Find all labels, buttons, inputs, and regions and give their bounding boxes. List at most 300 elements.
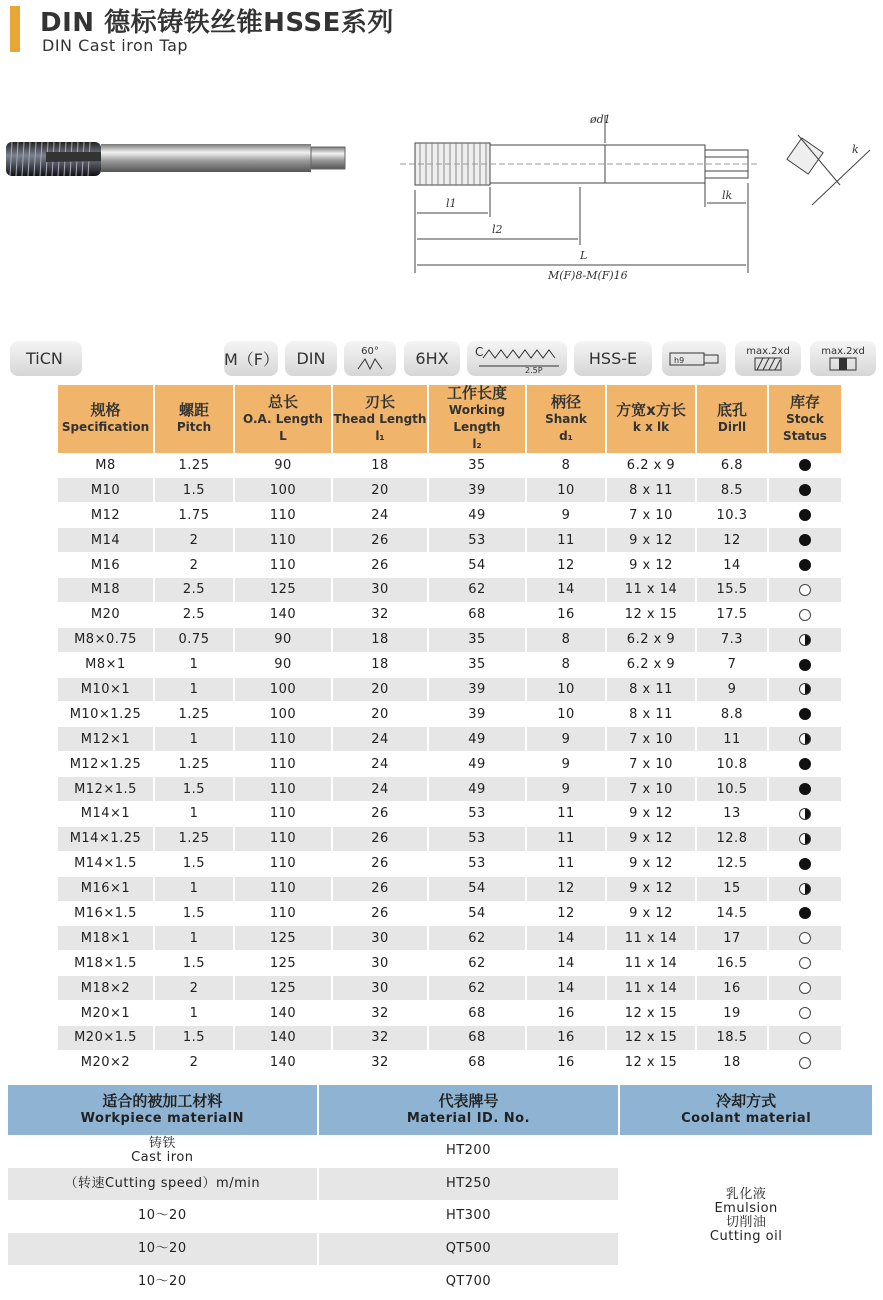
cell-d1: 9 <box>526 503 606 528</box>
cell-d1: 12 <box>526 553 606 578</box>
cell-drill: 10.5 <box>696 777 768 802</box>
cell-l2: 49 <box>428 752 526 777</box>
cell-l1: 18 <box>332 627 428 652</box>
cell-l2: 49 <box>428 727 526 752</box>
table-row <box>58 627 842 652</box>
cell-spec: M20×1 <box>58 1001 154 1026</box>
cell-stock <box>768 553 842 578</box>
cell-stock <box>768 453 842 478</box>
cell-stock <box>768 851 842 876</box>
label-l2: l2 <box>492 223 503 236</box>
cell-d1: 16 <box>526 602 606 627</box>
cell-klk: 8 x 11 <box>606 702 696 727</box>
cell-workpiece: 10～20 <box>8 1265 318 1298</box>
cell-l2: 68 <box>428 602 526 627</box>
cell-spec: M14×1.25 <box>58 826 154 851</box>
cell-drill: 13 <box>696 801 768 826</box>
stock-empty-icon <box>799 1007 811 1019</box>
cell-spec: M20×1.5 <box>58 1025 154 1050</box>
spec-header-5: 柄径 Shank d₁ <box>526 385 606 453</box>
page-subtitle: DIN Cast iron Tap <box>42 36 189 55</box>
cell-l2: 49 <box>428 777 526 802</box>
cell-l2: 68 <box>428 1050 526 1075</box>
cell-L: 100 <box>234 677 332 702</box>
page-title: DIN 德标铸铁丝锥HSSE系列 <box>40 8 394 38</box>
mat-header-id: 代表牌号 Material ID. No. <box>318 1085 620 1135</box>
cell-spec: M10 <box>58 478 154 503</box>
cell-L: 90 <box>234 453 332 478</box>
cell-stock <box>768 801 842 826</box>
thread-profile-icon <box>356 357 384 371</box>
stock-full-icon <box>799 534 811 546</box>
table-row <box>58 553 842 578</box>
table-row <box>58 702 842 727</box>
table-row <box>58 826 842 851</box>
badge-standard: DIN <box>285 341 337 376</box>
cell-drill: 11 <box>696 727 768 752</box>
cell-stock <box>768 503 842 528</box>
table-row <box>58 577 842 602</box>
table-row <box>58 453 842 478</box>
cell-stock <box>768 976 842 1001</box>
cell-l1: 24 <box>332 727 428 752</box>
table-row <box>58 1001 842 1026</box>
cell-L: 110 <box>234 851 332 876</box>
cell-pitch: 2 <box>154 976 234 1001</box>
cell-drill: 16 <box>696 976 768 1001</box>
cell-d1: 14 <box>526 577 606 602</box>
cell-stock <box>768 528 842 553</box>
stock-empty-icon <box>799 957 811 969</box>
spec-header-6: 方宽x方长 k x lk <box>606 385 696 453</box>
cell-klk: 6.2 x 9 <box>606 453 696 478</box>
cell-klk: 9 x 12 <box>606 801 696 826</box>
badge-depth-2 <box>810 341 876 376</box>
cell-d1: 11 <box>526 851 606 876</box>
badge-depth-1 <box>735 341 801 376</box>
cell-l2: 39 <box>428 677 526 702</box>
chamfer-icon <box>469 344 565 374</box>
table-row <box>58 752 842 777</box>
cell-drill: 8.8 <box>696 702 768 727</box>
spec-header-2: 总长 O.A. Length L <box>234 385 332 453</box>
cell-drill: 9 <box>696 677 768 702</box>
cell-stock <box>768 652 842 677</box>
cell-pitch: 1.5 <box>154 1025 234 1050</box>
cell-stock <box>768 752 842 777</box>
cell-l2: 35 <box>428 652 526 677</box>
table-row <box>58 1050 842 1075</box>
badge-tolerance: 6HX <box>404 341 460 376</box>
cell-pitch: 1 <box>154 926 234 951</box>
badge-coating: TiCN <box>10 341 82 376</box>
cell-stock <box>768 1001 842 1026</box>
cell-spec: M20×2 <box>58 1050 154 1075</box>
cell-L: 90 <box>234 627 332 652</box>
cell-spec: M20 <box>58 602 154 627</box>
cell-l2: 39 <box>428 702 526 727</box>
cell-drill: 18 <box>696 1050 768 1075</box>
cell-material-id: HT200 <box>318 1135 620 1168</box>
cell-klk: 8 x 11 <box>606 478 696 503</box>
cell-L: 125 <box>234 926 332 951</box>
cell-d1: 16 <box>526 1025 606 1050</box>
cell-pitch: 1.5 <box>154 951 234 976</box>
cell-L: 125 <box>234 577 332 602</box>
cell-pitch: 1 <box>154 801 234 826</box>
cell-pitch: 2 <box>154 528 234 553</box>
cell-material-id: HT250 <box>318 1168 620 1201</box>
cell-drill: 15 <box>696 876 768 901</box>
cell-l2: 62 <box>428 951 526 976</box>
cell-pitch: 1 <box>154 1001 234 1026</box>
cell-drill: 15.5 <box>696 577 768 602</box>
cell-l1: 26 <box>332 876 428 901</box>
cell-spec: M8×0.75 <box>58 627 154 652</box>
label-d1: ød1 <box>590 113 611 126</box>
cell-klk: 8 x 11 <box>606 677 696 702</box>
cell-spec: M16×1.5 <box>58 901 154 926</box>
cell-drill: 12.8 <box>696 826 768 851</box>
cell-d1: 14 <box>526 926 606 951</box>
cell-d1: 12 <box>526 901 606 926</box>
cell-klk: 12 x 15 <box>606 602 696 627</box>
cell-L: 125 <box>234 976 332 1001</box>
cell-l2: 68 <box>428 1001 526 1026</box>
cell-l1: 18 <box>332 652 428 677</box>
tap-tool-image <box>6 130 346 186</box>
cell-d1: 10 <box>526 702 606 727</box>
cell-l2: 49 <box>428 503 526 528</box>
cell-l1: 32 <box>332 1050 428 1075</box>
spec-table <box>58 385 843 1076</box>
cell-drill: 14.5 <box>696 901 768 926</box>
cell-L: 140 <box>234 1001 332 1026</box>
cell-drill: 12.5 <box>696 851 768 876</box>
cell-klk: 11 x 14 <box>606 951 696 976</box>
stock-empty-icon <box>799 1032 811 1044</box>
cell-pitch: 1.75 <box>154 503 234 528</box>
cell-klk: 7 x 10 <box>606 752 696 777</box>
cell-klk: 9 x 12 <box>606 901 696 926</box>
mat-header-workpiece: 适合的被加工材料 Workpiece materialN <box>8 1085 318 1135</box>
cell-stock <box>768 577 842 602</box>
table-row <box>58 677 842 702</box>
stock-full-icon <box>799 708 811 720</box>
cell-stock <box>768 1050 842 1075</box>
stock-full-icon <box>799 659 811 671</box>
cell-l1: 24 <box>332 752 428 777</box>
cell-drill: 10.8 <box>696 752 768 777</box>
stock-empty-icon <box>799 584 811 596</box>
cell-stock <box>768 727 842 752</box>
cell-d1: 16 <box>526 1050 606 1075</box>
cell-stock <box>768 627 842 652</box>
cell-drill: 17 <box>696 926 768 951</box>
cell-l1: 24 <box>332 777 428 802</box>
cell-l2: 39 <box>428 478 526 503</box>
cell-stock <box>768 951 842 976</box>
cell-d1: 8 <box>526 652 606 677</box>
cell-L: 140 <box>234 1050 332 1075</box>
cell-workpiece: 铸铁 Cast iron <box>8 1135 318 1168</box>
cell-L: 110 <box>234 826 332 851</box>
cell-L: 125 <box>234 951 332 976</box>
cell-spec: M12×1.5 <box>58 777 154 802</box>
spec-header-7: 底孔 Dirll <box>696 385 768 453</box>
chamfer-c-label: C <box>475 344 484 359</box>
label-lk: lk <box>722 189 733 202</box>
cell-l2: 35 <box>428 453 526 478</box>
cell-L: 100 <box>234 702 332 727</box>
table-row <box>58 727 842 752</box>
cell-pitch: 1.5 <box>154 777 234 802</box>
cell-pitch: 2.5 <box>154 577 234 602</box>
blind-hole-icon <box>753 357 783 371</box>
cell-pitch: 1 <box>154 876 234 901</box>
cell-stock <box>768 478 842 503</box>
cell-stock <box>768 901 842 926</box>
stock-empty-icon <box>799 609 811 621</box>
cell-pitch: 1 <box>154 652 234 677</box>
cell-klk: 9 x 12 <box>606 553 696 578</box>
stock-empty-icon <box>799 982 811 994</box>
cell-l2: 68 <box>428 1025 526 1050</box>
cell-klk: 7 x 10 <box>606 727 696 752</box>
table-row <box>58 951 842 976</box>
title-accent-bar <box>10 6 20 52</box>
cell-pitch: 2 <box>154 553 234 578</box>
cell-pitch: 1 <box>154 727 234 752</box>
cell-L: 110 <box>234 777 332 802</box>
stock-empty-icon <box>799 932 811 944</box>
stock-full-icon <box>799 509 811 521</box>
cell-L: 110 <box>234 901 332 926</box>
cell-d1: 9 <box>526 752 606 777</box>
cell-workpiece: 10～20 <box>8 1200 318 1233</box>
cell-drill: 16.5 <box>696 951 768 976</box>
cell-klk: 7 x 10 <box>606 777 696 802</box>
drawing-range: M(F)8-M(F)16 <box>548 269 628 282</box>
cell-drill: 17.5 <box>696 602 768 627</box>
table-row <box>58 478 842 503</box>
angle-label: 60° <box>361 346 379 357</box>
cell-stock <box>768 777 842 802</box>
spec-header-4: 工作长度 Working Length l₂ <box>428 385 526 453</box>
cell-d1: 14 <box>526 951 606 976</box>
cell-drill: 18.5 <box>696 1025 768 1050</box>
cell-material-id: HT300 <box>318 1200 620 1233</box>
cell-d1: 8 <box>526 627 606 652</box>
table-row <box>58 602 842 627</box>
cell-klk: 11 x 14 <box>606 577 696 602</box>
cell-pitch: 1.25 <box>154 702 234 727</box>
badge-pitch <box>467 341 567 376</box>
badge-thread: M（F） <box>224 341 278 376</box>
cell-d1: 10 <box>526 677 606 702</box>
cell-spec: M14×1 <box>58 801 154 826</box>
cell-pitch: 0.75 <box>154 627 234 652</box>
badge-material: HSS-E <box>574 341 652 376</box>
stock-half-icon <box>799 883 811 895</box>
cell-l2: 35 <box>428 627 526 652</box>
cell-L: 100 <box>234 478 332 503</box>
cell-klk: 9 x 12 <box>606 826 696 851</box>
cell-l1: 20 <box>332 478 428 503</box>
cell-l1: 30 <box>332 951 428 976</box>
cell-pitch: 1.25 <box>154 752 234 777</box>
cell-L: 110 <box>234 528 332 553</box>
cell-d1: 10 <box>526 478 606 503</box>
mat-header-coolant: 冷却方式 Coolant material <box>619 1085 873 1135</box>
spec-header-3: 刃长 Thead Length l₁ <box>332 385 428 453</box>
cell-L: 110 <box>234 503 332 528</box>
label-L: L <box>580 249 588 262</box>
cell-l2: 53 <box>428 826 526 851</box>
cell-L: 110 <box>234 752 332 777</box>
cell-l2: 62 <box>428 976 526 1001</box>
table-row <box>58 926 842 951</box>
table-row <box>58 876 842 901</box>
cell-l1: 32 <box>332 1001 428 1026</box>
table-row <box>58 901 842 926</box>
cell-l2: 54 <box>428 876 526 901</box>
cell-spec: M14 <box>58 528 154 553</box>
spec-header-8: 库存 Stock Status <box>768 385 842 453</box>
cell-klk: 9 x 12 <box>606 876 696 901</box>
cell-d1: 11 <box>526 528 606 553</box>
cell-pitch: 1.25 <box>154 826 234 851</box>
stock-full-icon <box>799 459 811 471</box>
stock-half-icon <box>799 683 811 695</box>
cell-drill: 7 <box>696 652 768 677</box>
cell-spec: M8 <box>58 453 154 478</box>
spec-header-1: 螺距 Pitch <box>154 385 234 453</box>
cell-d1: 12 <box>526 876 606 901</box>
cell-spec: M10×1.25 <box>58 702 154 727</box>
label-l1: l1 <box>446 197 457 210</box>
cell-d1: 11 <box>526 801 606 826</box>
cell-l1: 26 <box>332 851 428 876</box>
cell-drill: 14 <box>696 553 768 578</box>
table-row <box>58 503 842 528</box>
cell-stock <box>768 677 842 702</box>
cell-pitch: 1.25 <box>154 453 234 478</box>
cell-stock <box>768 602 842 627</box>
cell-l2: 53 <box>428 528 526 553</box>
table-row <box>58 652 842 677</box>
shank-label: h9 <box>674 355 685 365</box>
cell-stock <box>768 826 842 851</box>
table-row <box>58 1025 842 1050</box>
cell-l1: 20 <box>332 702 428 727</box>
cell-stock <box>768 876 842 901</box>
cell-spec: M18×2 <box>58 976 154 1001</box>
material-table <box>8 1085 874 1298</box>
cell-klk: 6.2 x 9 <box>606 652 696 677</box>
cell-l2: 53 <box>428 801 526 826</box>
cell-coolant: 乳化液 Emulsion 切削油 Cutting oil <box>619 1135 873 1298</box>
stock-full-icon <box>799 907 811 919</box>
cell-l1: 32 <box>332 1025 428 1050</box>
cell-L: 140 <box>234 602 332 627</box>
cell-l2: 54 <box>428 553 526 578</box>
pitch-note: 2.5P <box>525 365 543 374</box>
cell-klk: 9 x 12 <box>606 851 696 876</box>
shank-icon <box>666 348 722 370</box>
label-k: k <box>852 143 859 156</box>
cell-L: 110 <box>234 801 332 826</box>
cell-material-id: QT700 <box>318 1265 620 1298</box>
stock-half-icon <box>799 634 811 646</box>
cell-d1: 14 <box>526 976 606 1001</box>
cell-l2: 53 <box>428 851 526 876</box>
depth-label-2: max.2xd <box>821 346 865 357</box>
cell-spec: M10×1 <box>58 677 154 702</box>
cell-stock <box>768 926 842 951</box>
cell-pitch: 2 <box>154 1050 234 1075</box>
stock-half-icon <box>799 808 811 820</box>
cell-d1: 9 <box>526 777 606 802</box>
cell-l2: 62 <box>428 926 526 951</box>
cell-d1: 11 <box>526 826 606 851</box>
stock-full-icon <box>799 758 811 770</box>
cell-l1: 32 <box>332 602 428 627</box>
cell-l1: 26 <box>332 801 428 826</box>
cell-drill: 19 <box>696 1001 768 1026</box>
cell-L: 110 <box>234 727 332 752</box>
stock-full-icon <box>799 783 811 795</box>
depth-label-1: max.2xd <box>746 346 790 357</box>
table-row <box>58 801 842 826</box>
cell-drill: 6.8 <box>696 453 768 478</box>
cell-l1: 20 <box>332 677 428 702</box>
cell-l1: 26 <box>332 826 428 851</box>
cell-drill: 10.3 <box>696 503 768 528</box>
cell-l1: 26 <box>332 901 428 926</box>
table-row <box>58 528 842 553</box>
cell-spec: M18 <box>58 577 154 602</box>
cell-l2: 54 <box>428 901 526 926</box>
cell-d1: 8 <box>526 453 606 478</box>
cell-l1: 26 <box>332 553 428 578</box>
cell-l1: 18 <box>332 453 428 478</box>
table-row <box>58 976 842 1001</box>
cell-pitch: 1 <box>154 677 234 702</box>
cell-workpiece: 10～20 <box>8 1233 318 1266</box>
cell-L: 140 <box>234 1025 332 1050</box>
table-row <box>8 1135 873 1168</box>
cell-klk: 6.2 x 9 <box>606 627 696 652</box>
spec-header-0: 规格 Specification <box>58 385 154 453</box>
cell-l2: 62 <box>428 577 526 602</box>
stock-half-icon <box>799 833 811 845</box>
cell-spec: M18×1.5 <box>58 951 154 976</box>
cell-workpiece: （转速Cutting speed）m/min <box>8 1168 318 1201</box>
cell-d1: 9 <box>526 727 606 752</box>
cell-l1: 30 <box>332 976 428 1001</box>
cell-spec: M12×1.25 <box>58 752 154 777</box>
cell-spec: M12 <box>58 503 154 528</box>
cell-klk: 11 x 14 <box>606 926 696 951</box>
cell-material-id: QT500 <box>318 1233 620 1266</box>
stock-full-icon <box>799 858 811 870</box>
cell-klk: 12 x 15 <box>606 1001 696 1026</box>
cell-pitch: 1.5 <box>154 901 234 926</box>
cell-stock <box>768 702 842 727</box>
cell-klk: 12 x 15 <box>606 1050 696 1075</box>
cell-drill: 7.3 <box>696 627 768 652</box>
